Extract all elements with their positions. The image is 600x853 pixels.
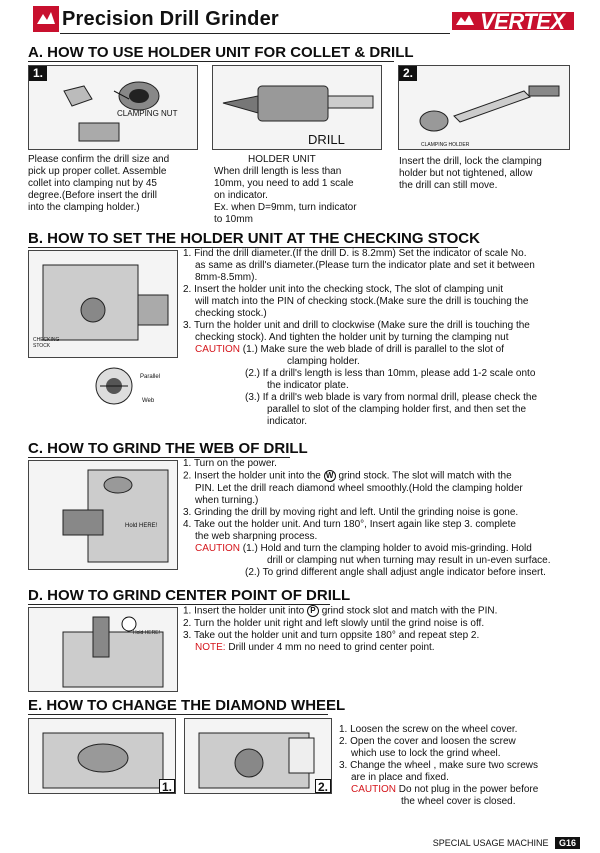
figure-grind-web xyxy=(28,460,178,570)
caution-text: (3.) If a drill's web blade is vary from normal drill, please check the xyxy=(245,392,538,403)
section-d-title: D. HOW TO GRIND CENTER POINT OF DRILL xyxy=(28,587,351,604)
step-text: 1. Turn on the power. xyxy=(183,458,277,469)
checking-stock-label: CHECKING STOCK xyxy=(33,337,60,349)
step-text: 2. Insert the holder unit into the checking stock, The slot of clamping unit xyxy=(183,284,503,295)
caution-label: CAUTION xyxy=(195,542,240,554)
grind-web-illustration xyxy=(33,465,175,567)
figure-web-parallel xyxy=(90,362,160,412)
p-circle-icon: P xyxy=(307,605,319,617)
step-text: 3. Change the wheel , make sure two screws xyxy=(339,760,538,771)
caution-text: the wheel cover is closed. xyxy=(401,796,516,807)
hold-here-label: Hold HERE! xyxy=(125,523,158,529)
figure-open-cover xyxy=(184,718,332,794)
section-a-col1: Please confirm the drill size and pick up proper collet. Assemble collet into clamping nut by 45 degree.(Before insert the drill into the clamping holder.) xyxy=(28,154,170,213)
page-title: Precision Drill Grinder xyxy=(62,8,279,30)
step-text: will match into the PIN of checking stock.(Make sure the drill is touching the xyxy=(195,296,529,307)
page-number: G16 xyxy=(555,837,580,849)
figure-tag: 1. xyxy=(29,66,47,81)
caution-text: parallel to slot of the clamping holder first, and then set the xyxy=(267,404,527,415)
brand-name: VERTEX xyxy=(480,9,565,34)
step-text: grind stock slot and match with the PIN. xyxy=(321,605,498,617)
step-text: are in place and fixed. xyxy=(351,772,449,783)
section-b-steps xyxy=(183,248,583,428)
wheel-cover-illustration xyxy=(33,723,173,791)
note-label: NOTE: xyxy=(195,641,226,653)
step-text: 8mm-8.5mm). xyxy=(195,272,258,283)
footer-label: SPECIAL USAGE MACHINE xyxy=(432,838,549,848)
web-parallel-illustration xyxy=(90,362,160,412)
section-c-title: C. HOW TO GRIND THE WEB OF DRILL xyxy=(28,440,308,457)
figure-holder-unit xyxy=(212,65,382,150)
caution-text: (2.) To grind different angle shall adjust angle indicator before insert. xyxy=(245,566,546,578)
w-circle-icon: W xyxy=(324,470,336,482)
section-e-title: E. HOW TO CHANGE THE DIAMOND WHEEL xyxy=(28,697,346,714)
header-divider xyxy=(60,33,450,34)
section-a-title: A. HOW TO USE HOLDER UNIT FOR COLLET & DRILL xyxy=(28,44,414,61)
section-b-title: B. HOW TO SET THE HOLDER UNIT AT THE CHECKING STOCK xyxy=(28,230,480,247)
section-a-rule xyxy=(28,61,394,62)
section-d-steps xyxy=(183,605,583,654)
step-text: checking stock.) xyxy=(195,308,267,319)
figure-grind-center xyxy=(28,607,178,692)
figure-collet xyxy=(28,65,198,150)
section-a-col2: HOLDER UNIT When drill length is less than 10mm, you need to add 1 scale on indicator. Ex. when D=9mm, turn indicator to 10mm xyxy=(214,154,357,225)
section-c-steps xyxy=(183,458,583,579)
section-e-steps xyxy=(339,724,584,808)
step-text: 3. Grinding the drill by moving right and left. Until the grinding noise is gone. xyxy=(183,506,519,518)
section-a-col3: Insert the drill, lock the clamping holder but not tightened, allow the drill can still move. xyxy=(399,156,542,191)
page-footer xyxy=(433,837,580,849)
caution-text: (1.) Hold and turn the clamping holder to avoid mis-grinding. Hold xyxy=(242,542,532,554)
brand-logo-icon xyxy=(33,6,59,32)
step-text: checking stock). And tighten the holder unit by turning the clamping nut xyxy=(195,332,509,343)
caution-text: (1.) Make sure the web blade of drill is parallel to the slot of xyxy=(242,344,505,355)
clamping-holder-illustration xyxy=(404,81,566,141)
caution-text: (2.) If a drill's length is less than 10mm, please add 1-2 scale onto xyxy=(245,368,536,379)
step-text: 3. Turn the holder unit and drill to clockwise (Make sure the drill is touching the xyxy=(183,320,530,331)
step-text: PIN. Let the drill reach diamond wheel smoothly.(Hold the clamping holder xyxy=(195,482,523,494)
step-text: when turning.) xyxy=(195,494,259,506)
figure-wheel-cover xyxy=(28,718,176,794)
step-text: as same as drill's diameter.(Please turn the indicator plate and set it between xyxy=(195,260,535,271)
step-text: 2. Turn the holder unit right and left slowly until the grind noise is off. xyxy=(183,617,485,629)
figure-tag: 2. xyxy=(399,66,417,81)
drill-label: DRILL xyxy=(308,132,345,147)
grind-center-illustration xyxy=(33,612,175,690)
figure-tag: 1. xyxy=(159,779,175,793)
step-text: 2. Open the cover and loosen the screw xyxy=(339,736,516,747)
step-text: 1. Loosen the screw on the wheel cover. xyxy=(339,724,518,735)
parallel-label: Parallel xyxy=(140,374,161,380)
caution-text: indicator. xyxy=(267,416,308,427)
section-e-rule xyxy=(28,714,328,715)
clamping-holder-label: CLAMPING HOLDER xyxy=(421,142,470,148)
caution-label: CAUTION xyxy=(351,784,396,795)
step-text: 1. Insert the holder unit into xyxy=(183,605,305,617)
figure-tag: 2. xyxy=(315,779,331,793)
hold-here-label: Hold HERE! xyxy=(133,630,160,636)
open-cover-illustration xyxy=(189,723,329,791)
step-text: the web sharpning process. xyxy=(195,530,318,542)
caution-text: the indicator plate. xyxy=(267,380,349,391)
step-text: grind stock. The slot will match with the xyxy=(338,470,512,482)
web-label: Web xyxy=(142,398,155,404)
caution-text: clamping holder. xyxy=(287,356,360,367)
step-text: 4. Take out the holder unit. And turn 180°, Insert again like step 3. complete xyxy=(183,518,516,530)
step-text: 2. Insert the holder unit into the xyxy=(183,470,321,482)
caution-label: CAUTION xyxy=(195,344,240,355)
step-text: which use to lock the grind wheel. xyxy=(351,748,501,759)
step-text: 1. Find the drill diameter.(If the drill D. is 8.2mm) Set the indicator of scale No. xyxy=(183,248,527,259)
figure-checking-stock xyxy=(28,250,178,358)
caution-text: drill or clamping nut when turning may result in un-even surface. xyxy=(267,554,551,566)
step-text: 3. Take out the holder unit and turn oppsite 180° and repeat step 2. xyxy=(183,629,480,641)
figure-clamping-holder xyxy=(398,65,570,150)
holder-illustration xyxy=(218,71,378,131)
clamping-nut-label: CLAMPING NUT xyxy=(117,109,178,118)
caution-text: Do not plug in the power before xyxy=(398,784,539,795)
note-text: Drill under 4 mm no need to grind center point. xyxy=(228,641,435,653)
